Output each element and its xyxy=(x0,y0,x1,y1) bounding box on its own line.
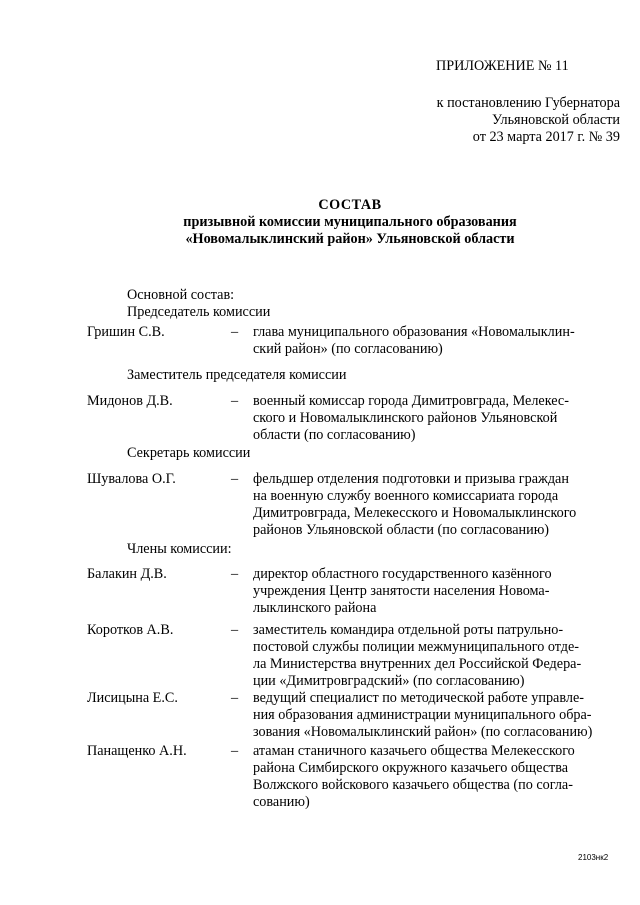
title-main: СОСТАВ xyxy=(318,197,382,213)
dash: – xyxy=(231,393,239,409)
member-name: Мидонов Д.В. xyxy=(87,393,173,409)
dash: – xyxy=(231,690,239,706)
decree-reference xyxy=(400,95,620,146)
section-chairman: Председатель комиссии xyxy=(127,304,271,320)
member-name: Коротков А.В. xyxy=(87,622,174,638)
appendix-number: ПРИЛОЖЕНИЕ № 11 xyxy=(436,58,569,74)
member-position: фельдшер отделения подготовки и призыва граждан на военную службу военного комиссариата города Димитровграда, Мелекесского и Новомалыклинского районов Ульяновской области (по согласованию) xyxy=(253,471,577,538)
dash: – xyxy=(231,566,239,582)
document-title xyxy=(90,197,610,248)
member-position: глава муниципального образования «Новомалыклин- ский район» (по согласованию) xyxy=(253,324,575,357)
dash: – xyxy=(231,743,239,759)
section-deputy: Заместитель председателя комиссии xyxy=(127,367,347,383)
section-members: Члены комиссии: xyxy=(127,541,232,557)
dash: – xyxy=(231,324,239,340)
decree-line: к постановлению Губернатора xyxy=(436,95,620,111)
member-name: Лисицына Е.С. xyxy=(87,690,178,706)
member-position: ведущий специалист по методической работе управле- ния образования администрации муниципального обра- зования «Новомалыклинский район» (по согласованию) xyxy=(253,690,593,740)
member-position: директор областного государственного казённого учреждения Центр занятости населения Новома- лыклинского района xyxy=(253,566,552,616)
title-line: призывной комиссии муниципального образования xyxy=(183,214,517,230)
member-name: Шувалова О.Г. xyxy=(87,471,176,487)
title-line: «Новомалыклинский район» Ульяновской области xyxy=(185,231,515,247)
member-name: Гришин С.В. xyxy=(87,324,165,340)
member-name: Панащенко А.Н. xyxy=(87,743,187,759)
decree-line: Ульяновской области xyxy=(492,112,620,128)
member-position: военный комиссар города Димитровграда, Мелекес- ского и Новомалыклинского районов Ульяновской области (по согласованию) xyxy=(253,393,569,443)
section-secretary: Секретарь комиссии xyxy=(127,445,251,461)
section-main-composition: Основной состав: xyxy=(127,287,235,303)
dash: – xyxy=(231,622,239,638)
document-code: 2103нк2 xyxy=(578,853,609,862)
dash: – xyxy=(231,471,239,487)
member-position: атаман станичного казачьего общества Мелекесского района Симбирского окружного казачьего общества Волжского войскового казачьего общества (по согла- сованию) xyxy=(253,743,575,810)
member-name: Балакин Д.В. xyxy=(87,566,167,582)
member-position: заместитель командира отдельной роты патрульно- постовой службы полиции межмуниципального отде- ла Министерства внутренних дел Российской Федера- ции «Димитровградский» (по согласованию) xyxy=(253,622,582,689)
decree-line: от 23 марта 2017 г. № 39 xyxy=(472,129,620,145)
